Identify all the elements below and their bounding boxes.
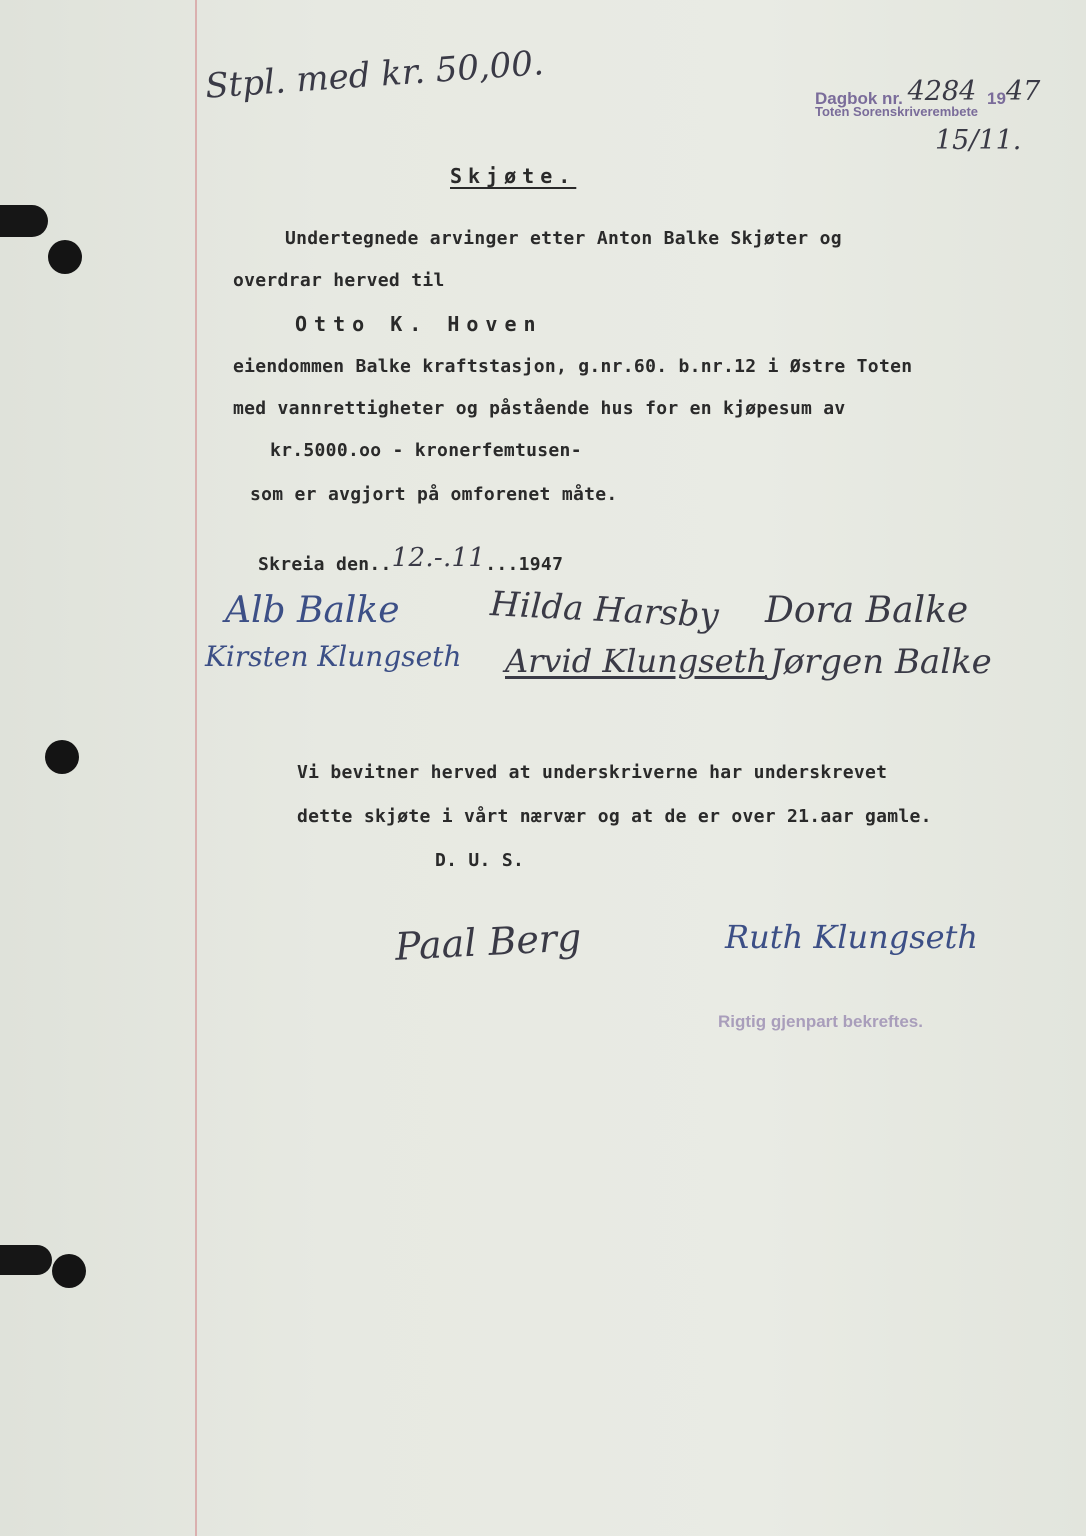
dagbok-number: 4284 [907, 76, 977, 107]
binding-tape-top [0, 205, 48, 237]
body-line-7: som er avgjort på omforenet måte. [250, 484, 618, 505]
place-date-prefix: Skreia den.. [258, 554, 392, 575]
body-line-1: Undertegnede arvinger etter Anton Balke Skjøter og [285, 228, 842, 249]
punch-hole-bottom [52, 1254, 86, 1288]
signature-arvid-klungseth: Arvid Klungseth [505, 642, 768, 680]
witness-line-2: dette skjøte i vårt nærvær og at de er over 21.aar gamle. [297, 806, 932, 827]
dagbok-prefix: Dagbok nr. [815, 89, 903, 108]
punch-hole-top [48, 240, 82, 274]
punch-hole-middle [45, 740, 79, 774]
purchase-price: kr.5000.oo - kronerfemtusen- [270, 440, 582, 461]
dagbok-office: Toten Sorenskriverembete [815, 104, 979, 119]
place-date-day-month: 12.-.11 [391, 543, 486, 573]
witness-line-1: Vi bevitner herved at underskriverne har underskrevet [297, 762, 888, 783]
body-line-4: eiendommen Balke kraftstasjon, g.nr.60. b.nr.12 i Østre Toten [233, 356, 913, 377]
signature-jorgen-balke: Jørgen Balke [770, 642, 992, 682]
signature-hilda-harsby: Hilda Harsby [489, 584, 720, 636]
signature-ruth-klungseth: Ruth Klungseth [725, 918, 979, 956]
stamp-fee-note: Stpl. med kr. 50,00. [204, 43, 546, 107]
dagbok-date: 15/11. [935, 125, 1022, 156]
signature-dora-balke: Dora Balke [765, 590, 969, 631]
certification-stamp: Rigtig gjenpart bekreftes. [718, 1012, 923, 1031]
binding-tape-bottom [0, 1245, 52, 1275]
body-line-2: overdrar herved til [233, 270, 445, 291]
witness-dus: D. U. S. [435, 850, 525, 871]
body-line-5: med vannrettigheter og påstående hus for en kjøpesum av [233, 398, 846, 419]
document-title: Skjøte. [450, 164, 577, 188]
buyer-name: Otto K. Hoven [295, 312, 543, 336]
place-date-year: ...1947 [485, 554, 564, 575]
signature-paal-berg: Paal Berg [393, 915, 583, 969]
place-date [258, 543, 564, 577]
signature-alb-balke: Alb Balke [225, 590, 400, 631]
dagbok-year-written: 47 [1005, 76, 1041, 107]
signature-kirsten-klungseth: Kirsten Klungseth [205, 640, 462, 673]
dagbok-year-printed: 19 [987, 89, 1006, 108]
margin-line [195, 0, 197, 1536]
